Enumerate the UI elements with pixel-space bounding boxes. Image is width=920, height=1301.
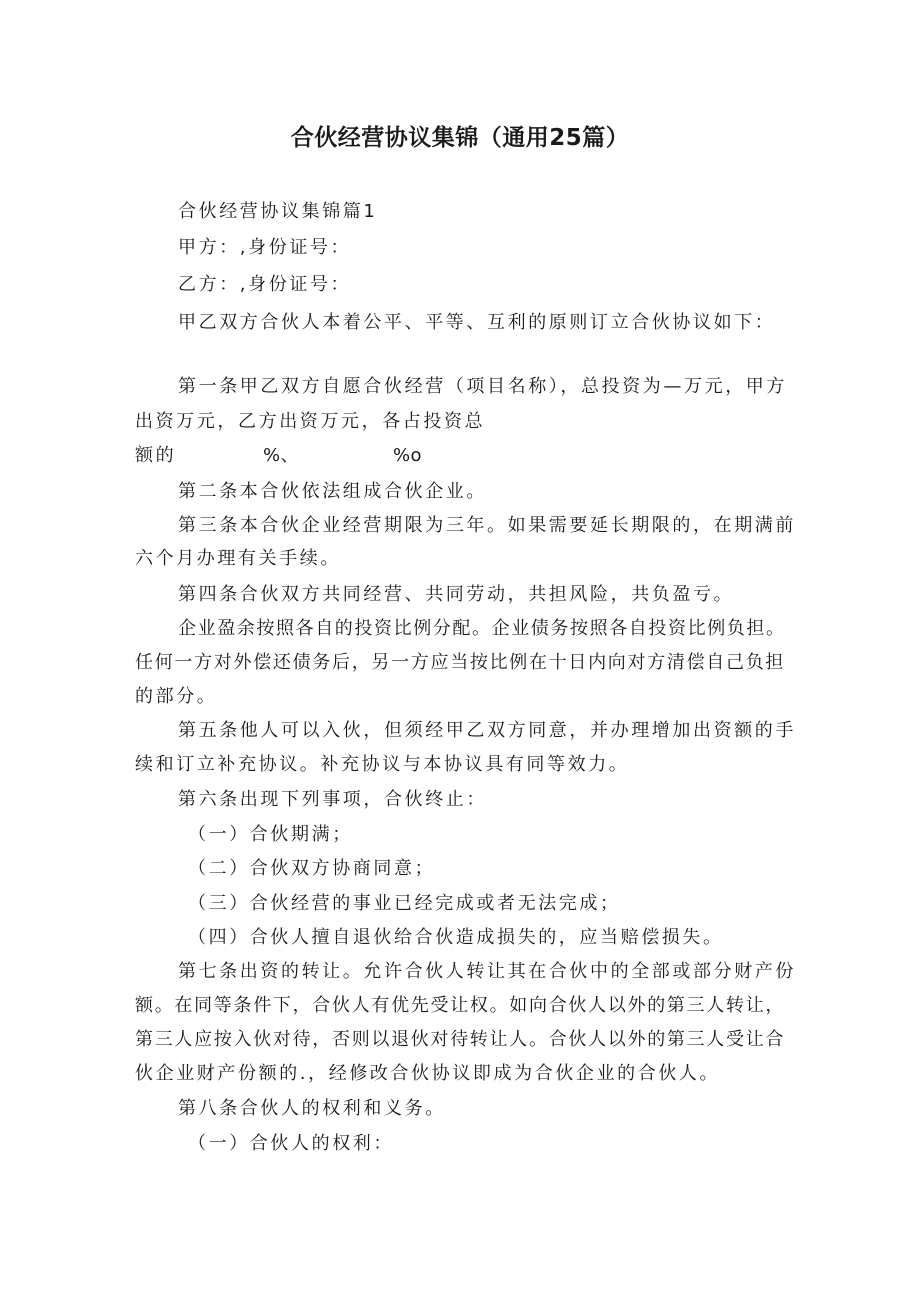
article-1-line-1: 第一条甲乙双方自愿合伙经营（项目名称），总投资为—万元，甲方 <box>178 376 787 397</box>
termination-item-3: （三）合伙经营的事业已经完成或者无法完成； <box>188 893 621 914</box>
article-3-line-2: 六个月办理有关手续。 <box>135 548 341 569</box>
article-5-line-1: 第五条他人可以入伙，但须经甲乙双方同意，并办理增加出资额的手 <box>178 720 796 741</box>
profit-line-1: 企业盈余按照各自的投资比例分配。企业债务按照各自投资比例负担。 <box>178 618 786 639</box>
termination-item-4: （四）合伙人擅自退伙给合伙造成损失的，应当赔偿损失。 <box>188 927 724 948</box>
article-1-line-3: 额的 <box>135 445 177 466</box>
percent-b: %o <box>393 445 422 466</box>
article-2: 第二条本合伙依法组成合伙企业。 <box>178 481 487 502</box>
article-7-line-2: 额。在同等条件下，合伙人有优先受让权。如向合伙人以外的第三人转让， <box>135 995 786 1016</box>
article-8: 第八条合伙人的权利和义务。 <box>178 1098 446 1119</box>
article-5-line-2: 续和订立补充协议。补充协议与本协议具有同等效力。 <box>135 754 630 775</box>
section-heading: 合伙经营协议集锦篇1 <box>178 201 378 222</box>
document-title: 合伙经营协议集锦（通用25篇） <box>290 125 630 151</box>
article-4: 第四条合伙双方共同经营、共同劳动，共担风险，共负盈亏。 <box>178 584 735 605</box>
profit-line-2: 任何一方对外偿还债务后，另一方应当按比例在十日内向对方清偿自己负担 <box>135 652 786 673</box>
article-7-line-1: 第七条出资的转让。允许合伙人转让其在合伙中的全部或部分财产份 <box>178 961 796 982</box>
termination-item-1: （一）合伙期满； <box>188 824 353 845</box>
party-a-line: 甲方：,身份证号： <box>178 237 352 258</box>
preamble-line: 甲乙双方合伙人本着公平、平等、互利的原则订立合伙协议如下： <box>178 312 776 333</box>
partner-rights-heading: （一）合伙人的权利： <box>188 1133 394 1154</box>
percent-a: %、 <box>263 445 299 466</box>
article-7-line-4: 伙企业财产份额的.，经修改合伙协议即成为合伙企业的合伙人。 <box>135 1063 721 1084</box>
article-1-line-2: 出资万元，乙方出资万元，各占投资总 <box>135 411 486 432</box>
termination-item-2: （二）合伙双方协商同意； <box>188 858 436 879</box>
profit-line-3: 的部分。 <box>135 686 218 707</box>
article-6: 第六条出现下列事项，合伙终止： <box>178 789 487 810</box>
article-3-line-1: 第三条本合伙企业经营期限为三年。如果需要延长期限的，在期满前 <box>178 515 796 536</box>
party-b-line: 乙方：,身份证号： <box>178 274 352 295</box>
article-7-line-3: 第三人应按入伙对待，否则以退伙对待转让人。合伙人以外的第三人受让合 <box>135 1029 786 1050</box>
